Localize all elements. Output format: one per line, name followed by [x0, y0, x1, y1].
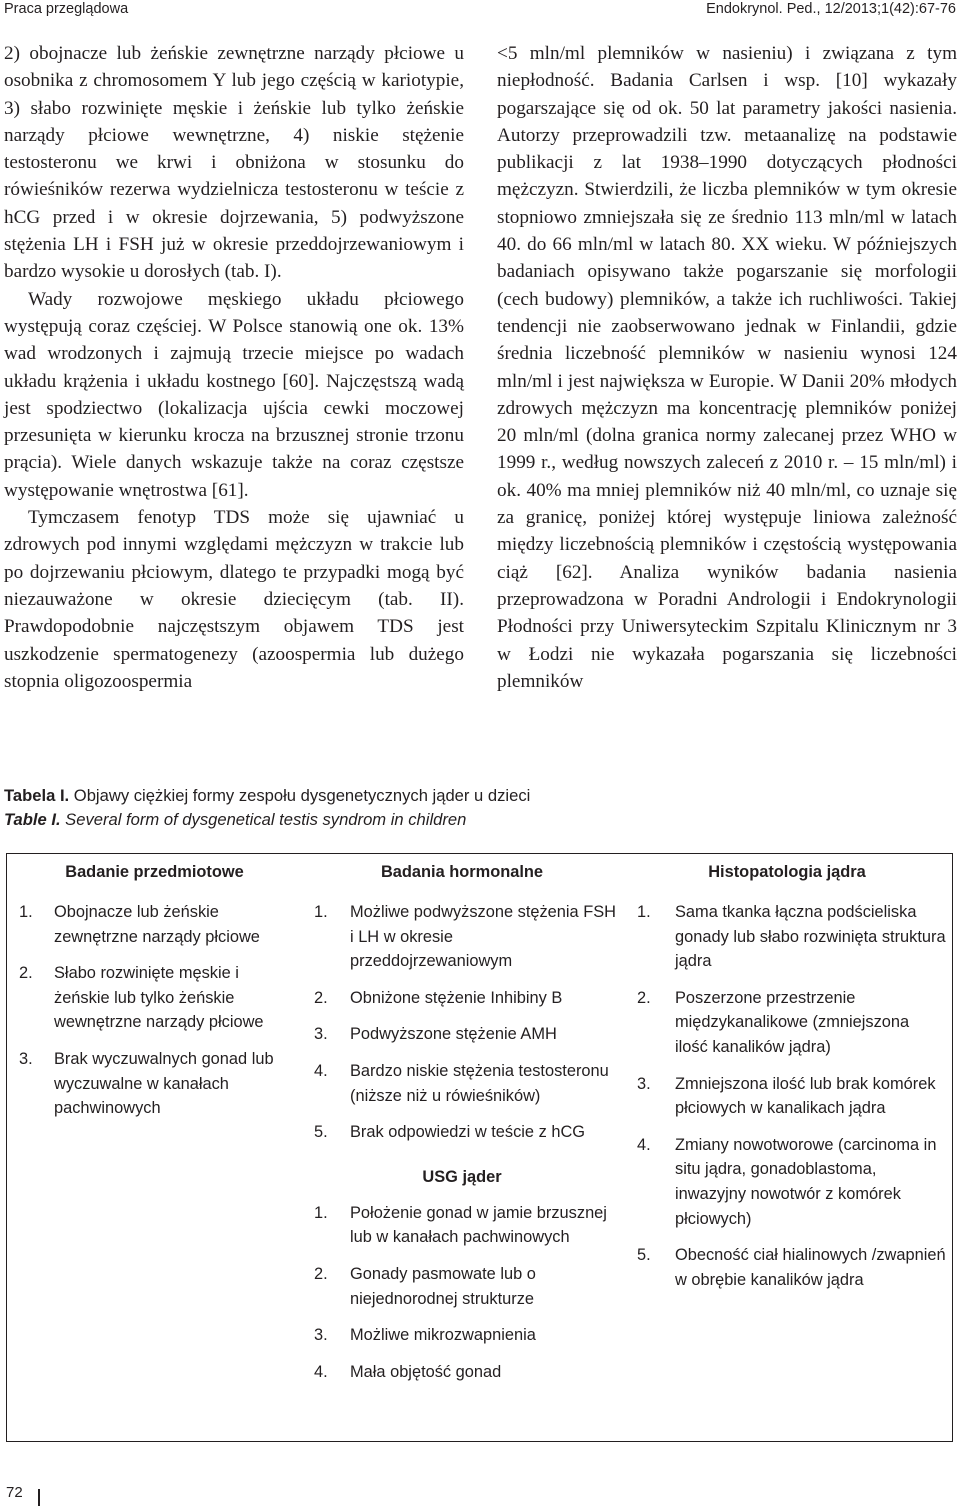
item-text: Słabo rozwinięte męskie i żeńskie lub tylko żeńskie wewnętrzne narządy płciowe: [54, 964, 264, 1032]
item-number: 2.: [314, 1264, 328, 1283]
item-number: 4.: [314, 1362, 328, 1381]
paragraph: <5 mln/ml plemników w nasieniu) i związana z tym niepłodność. Badania Carlsen i wsp. [10] wykazały pogarszające się od ok. 50 lat parametry jakości nasienia. Autorzy przeprowadzili tzw. metaanalizę na podstawie publikacji z lat 1938–1990 dotyczących płodności mężczyzn. Stwierdzili, że liczba plemników w tym okresie stopniowo zmniejszała się ze średnio 113 mln/ml w latach 40. do 66 mln/ml w latach 80. XX wieku. W późniejszych badaniach opisywano także pogarszanie się morfologii (cech budowy) plemników, a także ich ruchliwości. Takiej tendencji nie zaobserwowano jednak w Finlandii, gdzie średnia liczebność plemników w nasieniu wynosi 124 mln/ml i jest największa w Europie. W Danii 20% młodych zdrowych mężczyzn ma koncentrację plemników poniżej 20 mln/ml (dolna granica normy zalecanej przez WHO w 1999 r., według nowszych zaleceń z 2010 r. – 15 mln/ml) i ok. 40% ma mniej plemników niż 40 mln/ml, co uznaje się za granicę, poniżej której występuje liniowa zależność między liczebnością plemników i częstością występowania ciąż [62]. Analiza wyników badania nasienia przeprowadzona w Poradni Andrologii i Endokrynologii Płodności przy Uniwersyteckim Szpitalu Klinicznym nr 3 w Łodzi nie wykazała pogarszania się liczebności plemników: [497, 43, 957, 692]
item-number: 2.: [637, 988, 651, 1007]
list-item: [622, 900, 952, 974]
item-text: Brak odpowiedzi w teście z hCG: [350, 1123, 586, 1142]
item-text: Położenie gonad w jamie brzusznej lub w kanałach pachwinowych: [350, 1203, 607, 1247]
item-text: Brak wyczuwalnych gonad lub wyczuwalne w kanałach pachwinowych: [54, 1049, 274, 1118]
caption-text: Several form of dysgenetical testis syndrom in children: [60, 810, 467, 829]
ultrasound-subheader: USG jąder: [422, 1167, 502, 1186]
item-text: Sama tkanka łączna podścieliska gonady lub słabo rozwinięta struktura jądra: [675, 903, 946, 971]
column-header: Badania hormonalne: [380, 863, 544, 881]
list-item: [622, 1133, 952, 1231]
item-text: Możliwe podwyższone stężenia FSH i LH w okresie przeddojrzewaniowym: [350, 903, 617, 971]
symptoms-table: [6, 853, 953, 1442]
item-number: 3.: [314, 1025, 328, 1044]
caption-text: Objawy ciężkiej formy zespołu dysgenetycznych jąder u dzieci: [69, 786, 531, 805]
list-item: [622, 1072, 952, 1121]
item-number: 5.: [314, 1123, 328, 1142]
item-number: 4.: [314, 1061, 328, 1080]
list-item: [302, 1201, 622, 1250]
running-header-left: Praca przeglądowa: [4, 1, 129, 17]
list-item: [302, 1360, 622, 1385]
running-header-right: Endokrynol. Ped., 12/2013;1(42):67-76: [706, 1, 956, 17]
paragraph: Tymczasem fenotyp TDS może się ujawniać u zdrowych pod innymi względami mężczyzn w trakcie lub po dojrzewaniu płciowym, dlatego te przypadki mogą być niezauważone w okresie dziecięcym (tab. II). Prawdopodobnie najczęstszym objawem TDS jest uszkodzenie spermatogenezy (azoospermia lub dużego stopnia oligozoospermia: [4, 507, 464, 692]
item-number: 2.: [314, 988, 328, 1007]
paragraph: Wady rozwojowe męskiego układu płciowego występują coraz częściej. W Polsce stanowią one ok. 13% wad wrodzonych i zajmują trzecie miejsce po wadach układu krążenia i układu kostnego [60]. Najczęstszą wadą jest spodziectwo (lokalizacja ujścia cewki moczowej przesunięta w kierunku krocza na brzusznej stronie trzonu prącia). Wiele danych wskazuje także na coraz częstsze występowanie wnętrostwa [61].: [4, 288, 464, 501]
list-item: [302, 1262, 622, 1311]
item-number: 3.: [314, 1326, 328, 1345]
column-header: Badanie przedmiotowe: [65, 863, 244, 881]
item-text: Podwyższone stężenie AMH: [350, 1025, 557, 1044]
item-number: 4.: [637, 1135, 651, 1154]
list-item: [302, 1022, 622, 1047]
list-item: [7, 900, 302, 949]
item-number: 1.: [314, 903, 328, 921]
item-text: Gonady pasmowate lub o niejednorodnej strukturze: [350, 1264, 536, 1308]
item-text: Zmniejszona ilość lub brak komórek płciowych w kanalikach jądra: [675, 1074, 936, 1118]
item-text: Zmiany nowotworowe (carcinoma in situ jądra, gonadoblastoma, inwazyjny nowotwór z komórek płciowych): [675, 1135, 937, 1228]
caption-english: [4, 808, 944, 832]
item-text: Obojnacze lub żeńskie zewnętrzne narządy płciowe: [54, 903, 260, 946]
list-item: [7, 1047, 302, 1121]
item-number: 1.: [637, 903, 651, 921]
item-text: Mała objętość gonad: [350, 1362, 502, 1381]
list-item: [302, 1059, 622, 1108]
item-text: Bardzo niskie stężenia testosteronu (niższe niż u rówieśników): [350, 1061, 609, 1105]
item-number: 3.: [19, 1049, 33, 1068]
item-number: 5.: [637, 1246, 651, 1265]
item-number: 3.: [637, 1074, 651, 1093]
item-text: Obniżone stężenie Inhibiny B: [350, 988, 563, 1007]
item-text: Poszerzone przestrzenie międzykanalikowe (zmniejszona ilość kanalików jądra): [675, 988, 910, 1056]
item-number: 1.: [314, 1203, 328, 1222]
caption-label: Tabela I.: [4, 786, 70, 805]
page-number-rule: [38, 1489, 40, 1506]
list-item: [302, 1323, 622, 1348]
list-item: [302, 1120, 622, 1145]
page-number: 72: [6, 1484, 23, 1501]
list-item: [302, 986, 622, 1011]
caption-polish: [4, 784, 944, 808]
body-column-right: [497, 40, 957, 695]
list-item: [622, 986, 952, 1060]
item-number: 2.: [19, 964, 33, 983]
body-column-left: [4, 40, 464, 695]
item-number: 1.: [19, 903, 33, 921]
paragraph: 2) obojnacze lub żeńskie zewnętrzne narządy płciowe u osobnika z chromosomem Y lub jego częścią w kariotypie, 3) słabo rozwinięte męskie i żeńskie lub tylko żeńskie narządy płciowe wewnętrzne, 4) niskie stężenie testosteronu we krwi i obniżona w stosunku do rówieśników rezerwa wydzielnicza testosteronu w teście z hCG przed i w okresie dojrzewania, 5) podwyższone stężenia LH i FSH już w okresie przeddojrzewaniowym i bardzo wysokie u dorosłych (tab. I).: [4, 43, 464, 283]
item-list: [622, 900, 952, 1304]
column-header: Histopatologia jądra: [708, 863, 866, 881]
item-list: [302, 900, 622, 1396]
list-item: [302, 900, 622, 974]
caption-label: Table I.: [4, 810, 61, 829]
list-item: [622, 1243, 952, 1292]
list-item: [7, 961, 302, 1035]
table-caption: [4, 784, 944, 832]
item-list: [7, 900, 302, 1133]
item-text: Możliwe mikrozwapnienia: [350, 1326, 536, 1345]
item-text: Obecność ciał hialinowych /zwapnień w obrębie kanalików jądra: [675, 1246, 946, 1289]
